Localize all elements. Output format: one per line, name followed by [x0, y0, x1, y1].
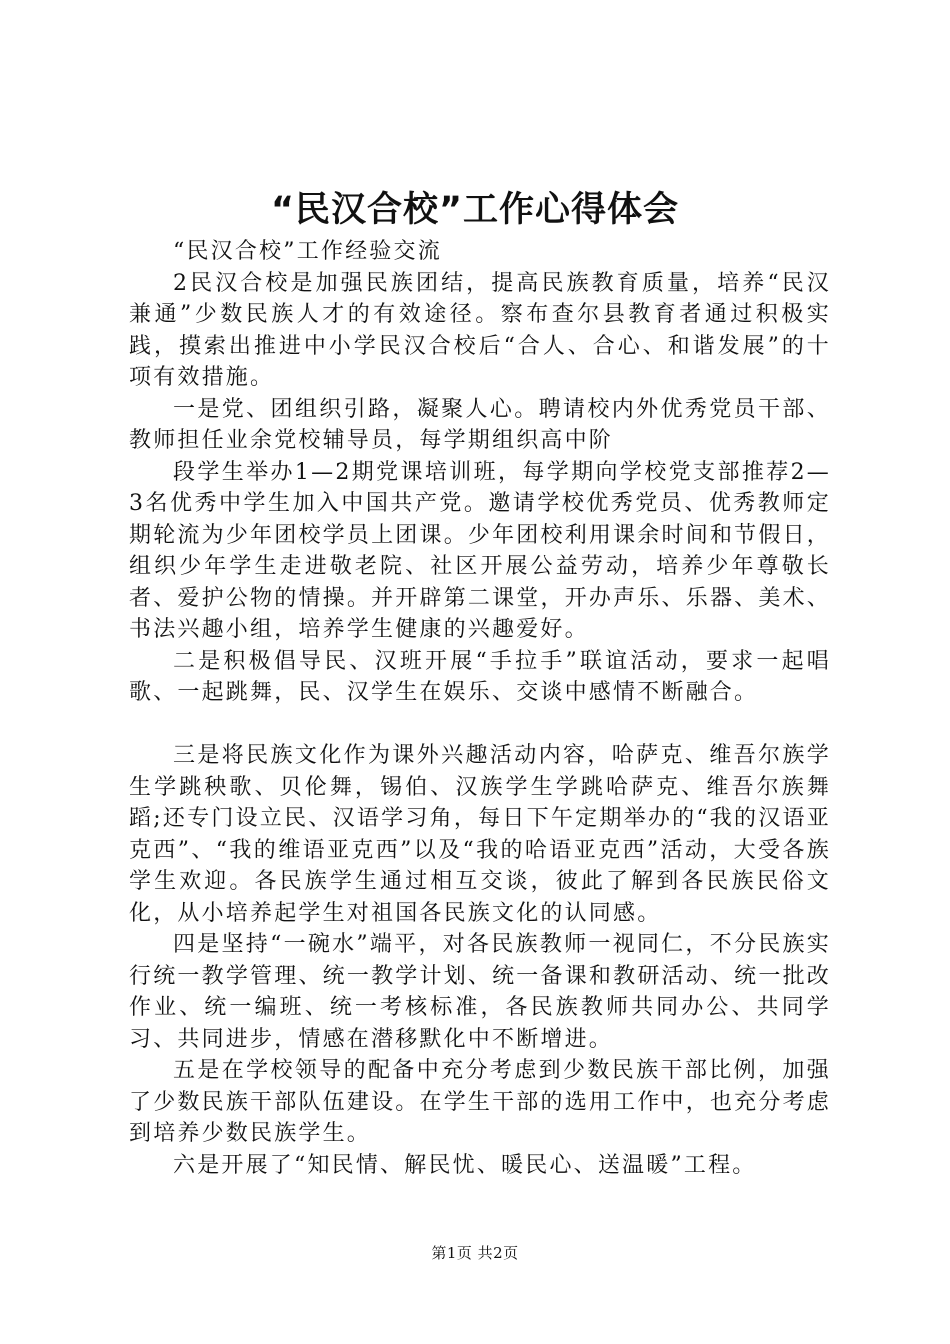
- measure-five-paragraph: 五是在学校领导的配备中充分考虑到少数民族干部比例，加强了少数民族干部队伍建设。在学生干部的选用工作中，也充分考虑到培养少数民族学生。: [129, 1058, 831, 1146]
- measure-two-paragraph: 二是积极倡导民、汉班开展“手拉手”联谊活动，要求一起唱歌、一起跳舞，民、汉学生在娱乐、交谈中感情不断融合。: [129, 648, 831, 705]
- subtitle-paragraph: “民汉合校”工作经验交流: [173, 239, 442, 264]
- page-number-footer: 第1页 共2页: [431, 1244, 519, 1262]
- measure-one-paragraph: 一是党、团组织引路，凝聚人心。聘请校内外优秀党员干部、教师担任业余党校辅导员，每学期组织高中阶: [129, 396, 831, 453]
- document-title: “民汉合校”工作心得体会: [270, 190, 679, 230]
- measure-three-paragraph: 三是将民族文化作为课外兴趣活动内容，哈萨克、维吾尔族学生学跳秧歌、贝伦舞，锡伯、汉族学生学跳哈萨克、维吾尔族舞蹈;还专门设立民、汉语学习角，每日下午定期举办的“我的汉语亚克西”、“我的维语亚克西”以及“我的哈语亚克西”活动，大受各族学生欢迎。各民族学生通过相互交谈，彼此了解到各民族民俗文化，从小培养起学生对祖国各民族文化的认同感。: [129, 743, 831, 926]
- measure-six-paragraph: 六是开展了“知民情、解民忧、暖民心、送温暖”工程。: [173, 1152, 757, 1178]
- measure-four-paragraph: 四是坚持“一碗水”端平，对各民族教师一视同仁，不分民族实行统一教学管理、统一教学计划、统一备课和教研活动、统一批改作业、统一编班、统一考核标准，各民族教师共同办公、共同学习、共同进步，情感在潜移默化中不断增进。: [129, 932, 831, 1052]
- document-body: [129, 236, 831, 1181]
- intro-paragraph: 2民汉合校是加强民族团结，提高民族教育质量，培养“民汉兼通”少数民族人才的有效途径。察布查尔县教育者通过积极实践，摸索出推进中小学民汉合校后“合人、合心、和谐发展”的十项有效措施。: [129, 270, 831, 390]
- measure-one-continued-paragraph: 段学生举办1—2期党课培训班，每学期向学校党支部推荐2—3名优秀中学生加入中国共产党。邀请学校优秀党员、优秀教师定期轮流为少年团校学员上团课。少年团校利用课余时间和节假日，组织少年学生走进敬老院、社区开展公益劳动，培养少年尊敬长者、爱护公物的情操。并开辟第二课堂，开办声乐、乐器、美术、书法兴趣小组，培养学生健康的兴趣爱好。: [129, 459, 831, 642]
